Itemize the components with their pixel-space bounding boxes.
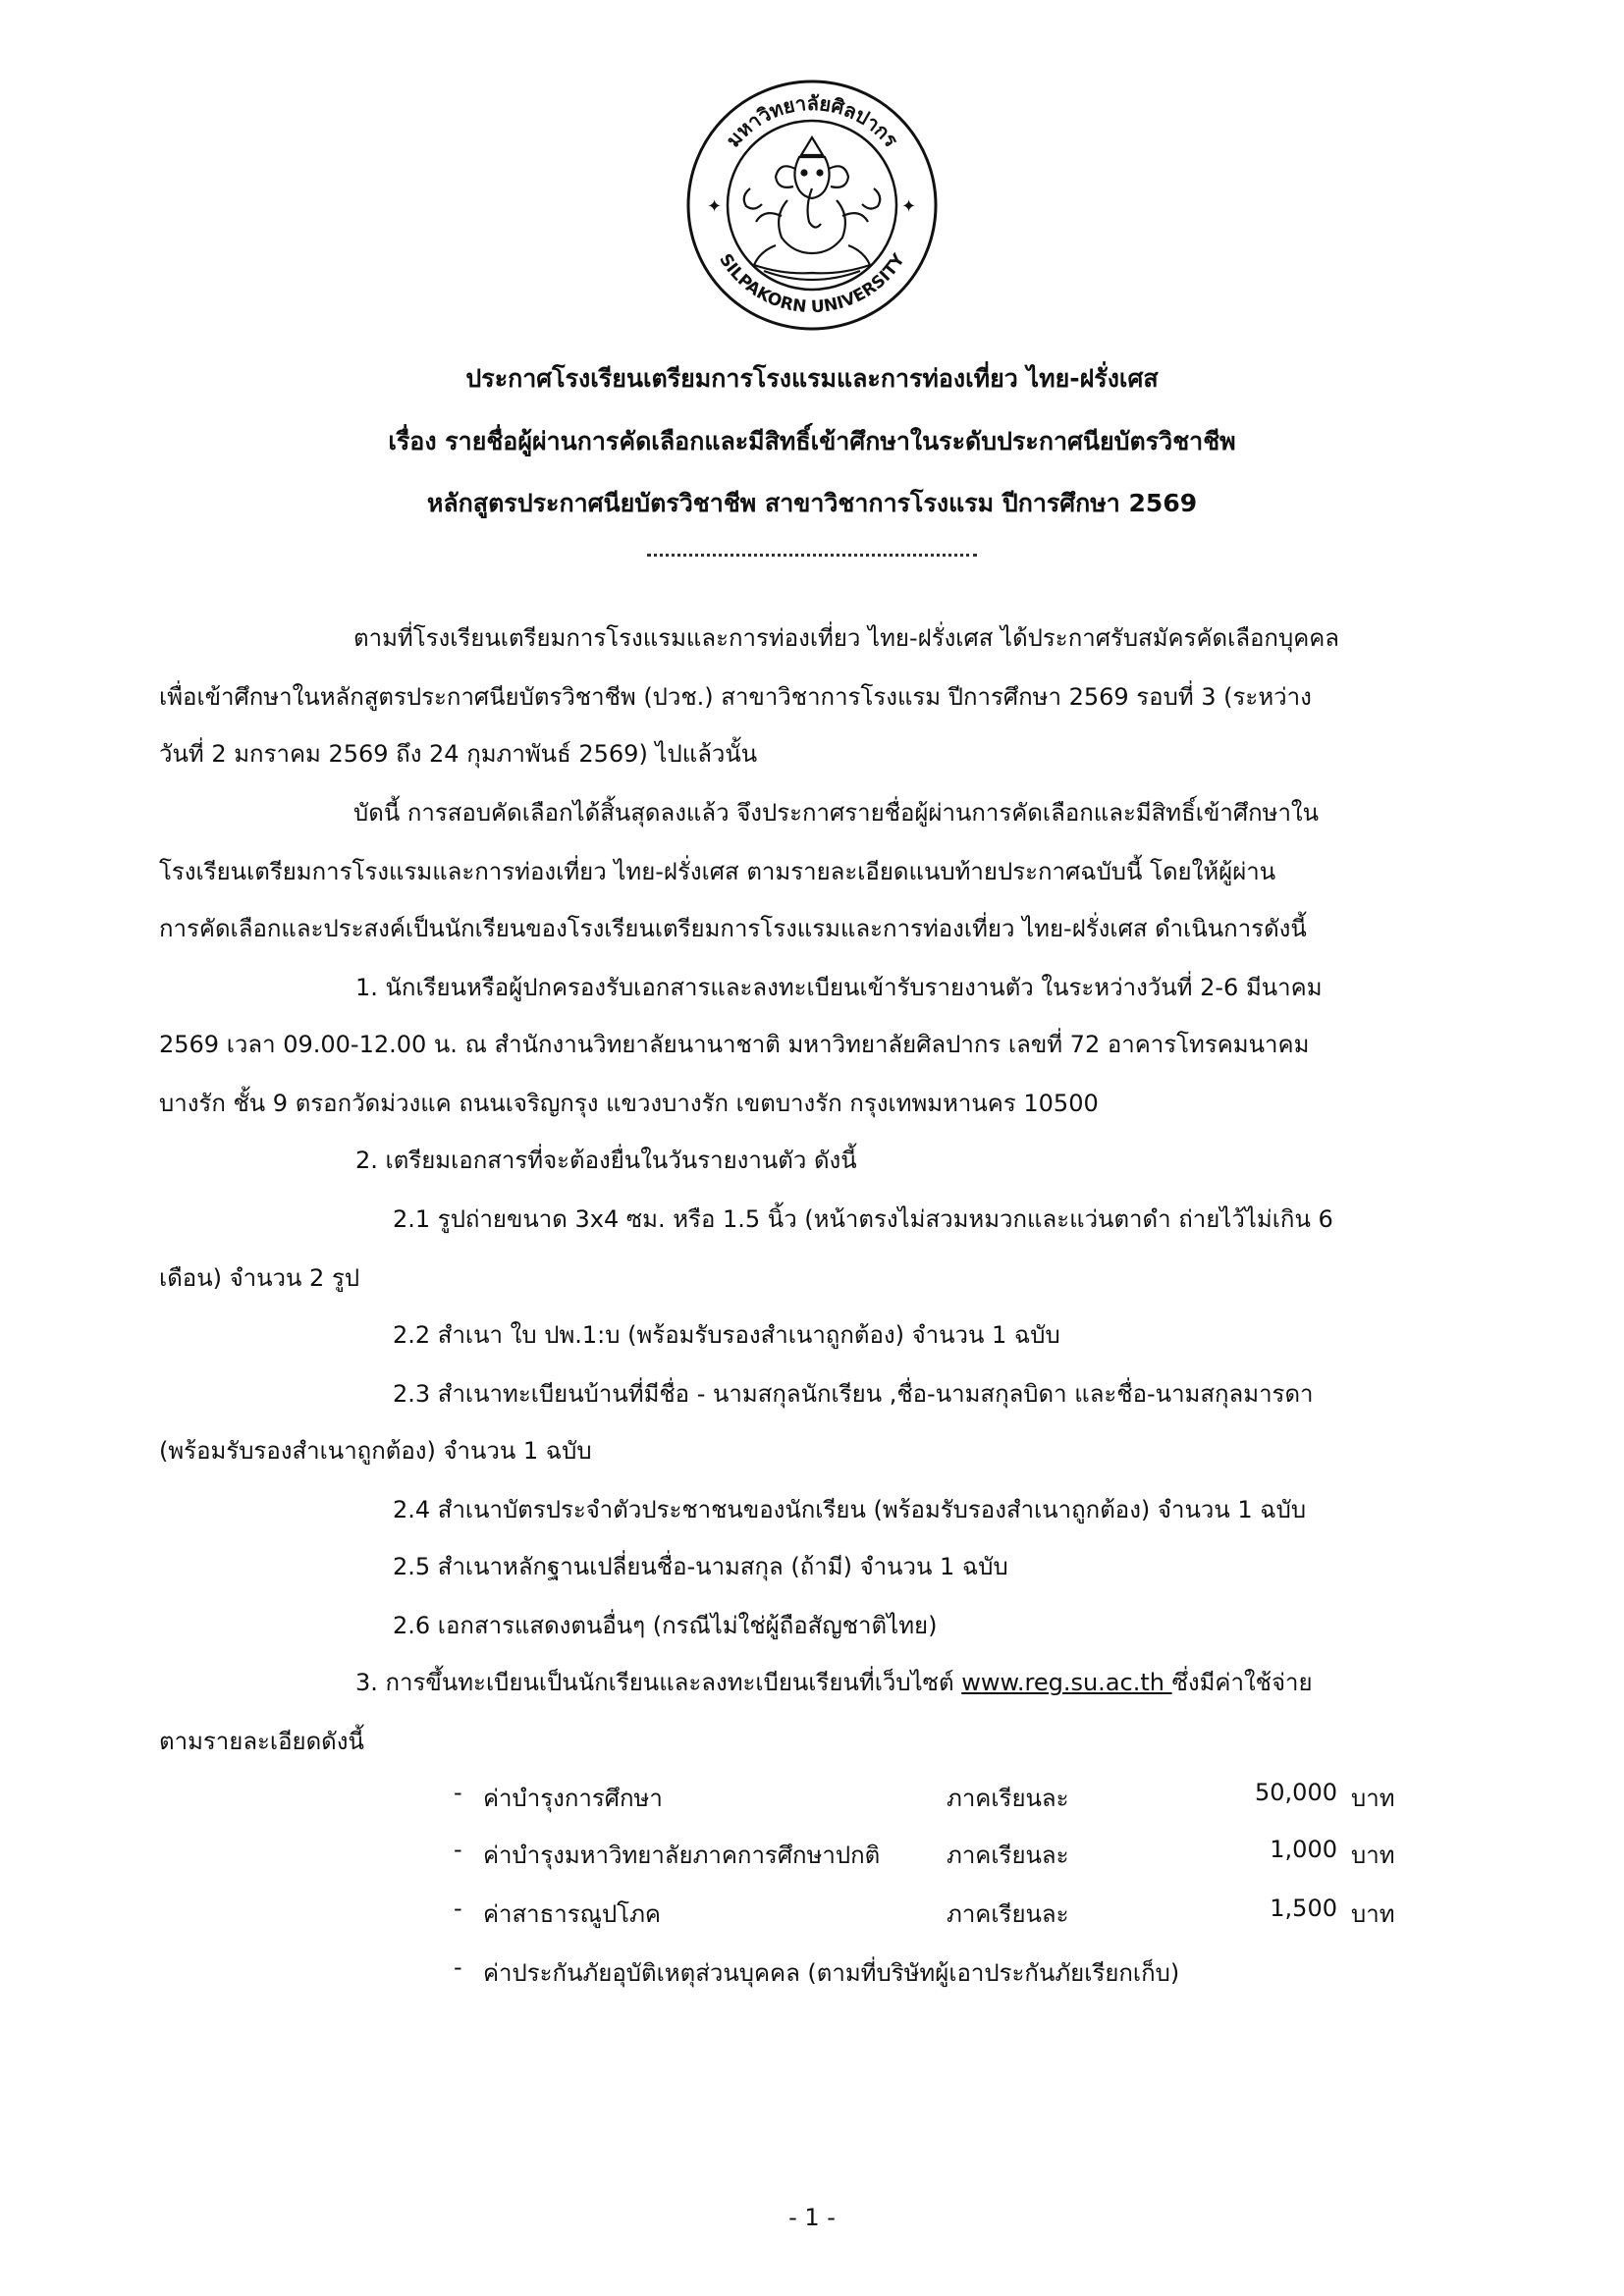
registration-website-link[interactable]: www.reg.su.ac.th: [961, 1669, 1172, 1696]
fee-item: ค่าบำรุงมหาวิทยาลัยภาคการศึกษาปกติ: [483, 1842, 881, 1869]
paragraph-1-line-2: เพื่อเข้าศึกษาในหลักสูตรประกาศนียบัตรวิชาชีพ (ปวช.) สาขาวิชาการโรงแรม ปีการศึกษา 2569 รอบที่ 3 (ระหว่าง: [159, 683, 1312, 711]
item-2-2: 2.2 สำเนา ใบ ปพ.1:บ (พร้อมรับรองสำเนาถูกต้อง) จำนวน 1 ฉบับ: [393, 1321, 1060, 1349]
paragraph-1-line-3: วันที่ 2 มกราคม 2569 ถึง 24 กุมภาพันธ์ 2569) ไปแล้วนั้น: [159, 740, 758, 768]
program-title: หลักสูตรประกาศนียบัตรวิชาชีพ สาขาวิชาการโรงแรม ปีการศึกษา 2569: [426, 489, 1198, 517]
fee-unit: ภาคเรียนละ: [947, 1842, 1069, 1869]
seal-bottom-text: SILPAKORN UNIVERSITY: [715, 250, 909, 318]
fee-item: ค่าประกันภัยอุบัติเหตุส่วนบุคคล (ตามที่บริษัทผู้เอาประกันภัยเรียกเก็บ): [483, 1959, 1180, 1987]
item-2-1-line-1: 2.1 รูปถ่ายขนาด 3x4 ซม. หรือ 1.5 นิ้ว (หน้าตรงไม่สวมหมวกและแว่นตาดำ ถ่ายไว้ไม่เกิน 6: [393, 1205, 1333, 1233]
fee-amount: 1,500: [1270, 1895, 1337, 1922]
announcement-subject: เรื่อง รายชื่อผู้ผ่านการคัดเลือกและมีสิทธิ์เข้าศึกษาในระดับประกาศนียบัตรวิชาชีพ: [388, 427, 1236, 455]
fee-dash: -: [454, 1953, 462, 1981]
item-1-line-1: 1. นักเรียนหรือผู้ปกครองรับเอกสารและลงทะเบียนเข้ารับรายงานตัว ในระหว่างวันที่ 2-6 มีนาคม: [355, 974, 1323, 1001]
item-2-3-line-2: (พร้อมรับรองสำเนาถูกต้อง) จำนวน 1 ฉบับ: [159, 1437, 592, 1465]
paragraph-1-line-1: ตามที่โรงเรียนเตรียมการโรงแรมและการท่องเที่ยว ไทย-ฝรั่งเศส ได้ประกาศรับสมัครคัดเลือกบุคคล: [353, 624, 1340, 652]
fee-dash: -: [454, 1779, 462, 1806]
item-2-5: 2.5 สำเนาหลักฐานเปลี่ยนชื่อ-นามสกุล (ถ้ามี) จำนวน 1 ฉบับ: [393, 1553, 1008, 1580]
paragraph-2-line-1: บัดนี้ การสอบคัดเลือกได้สิ้นสุดลงแล้ว จึงประกาศรายชื่อผู้ผ่านการคัดเลือกและมีสิทธิ์เข้าศึกษาใน: [353, 799, 1320, 827]
fee-dash: -: [454, 1895, 462, 1922]
item-1-line-2: 2569 เวลา 09.00-12.00 น. ณ สำนักงานวิทยาลัยนานาชาติ มหาวิทยาลัยศิลปากร เลขที่ 72 อาคารโทรคมนาคม: [159, 1031, 1310, 1058]
paragraph-2-line-3: การคัดเลือกและประสงค์เป็นนักเรียนของโรงเรียนเตรียมการโรงแรมและการท่องเที่ยว ไทย-ฝรั่งเศส ดำเนินการดังนี้: [159, 915, 1307, 942]
fee-item: ค่าสาธารณูปโภค: [483, 1900, 661, 1928]
fee-currency: บาท: [1351, 1842, 1395, 1869]
item-1-line-3: บางรัก ชั้น 9 ตรอกวัดม่วงแค ถนนเจริญกรุง แขวงบางรัก เขตบางรัก กรุงเทพมหานคร 10500: [159, 1090, 1099, 1117]
item-2: 2. เตรียมเอกสารที่จะต้องยื่นในวันรายงานตัว ดังนี้: [355, 1147, 857, 1174]
item-2-6: 2.6 เอกสารแสดงตนอื่นๆ (กรณีไม่ใช่ผู้ถือสัญชาติไทย): [393, 1612, 938, 1639]
university-seal-logo: [685, 79, 939, 332]
paragraph-2-line-2: โรงเรียนเตรียมการโรงแรมและการท่องเที่ยว ไทย-ฝรั่งเศส ตามรายละเอียดแนบท้ายประกาศฉบับนี้ โดยให้ผู้ผ่าน: [159, 858, 1276, 885]
page-number: - 1 -: [788, 2204, 836, 2231]
ganesha-emblem: [744, 137, 881, 280]
fee-unit: ภาคเรียนละ: [947, 1900, 1069, 1928]
title-divider: [647, 540, 977, 557]
fee-item: ค่าบำรุงการศึกษา: [483, 1785, 663, 1812]
seal-top-text: มหาวิทยาลัยศิลปากร: [721, 90, 903, 152]
item-2-3-line-1: 2.3 สำเนาทะเบียนบ้านที่มีชื่อ - นามสกุลนักเรียน ,ชื่อ-นามสกุลบิดา และชื่อ-นามสกุลมารดา: [393, 1380, 1314, 1408]
item-3-text-tail: ซึ่งมีค่าใช้จ่าย: [1171, 1669, 1313, 1696]
announcement-title: ประกาศโรงเรียนเตรียมการโรงแรมและการท่องเที่ยว ไทย-ฝรั่งเศส: [465, 364, 1159, 393]
item-2-1-line-2: เดือน) จำนวน 2 รูป: [159, 1264, 360, 1292]
item-3-text: 3. การขึ้นทะเบียนเป็นนักเรียนและลงทะเบียนเรียนที่เว็บไซต์: [355, 1669, 962, 1696]
svg-text:✦: ✦: [707, 196, 723, 217]
fee-dash: -: [454, 1836, 462, 1863]
svg-text:✦: ✦: [901, 196, 917, 217]
item-2-4: 2.4 สำเนาบัตรประจำตัวประชาชนของนักเรียน (พร้อมรับรองสำเนาถูกต้อง) จำนวน 1 ฉบับ: [393, 1496, 1307, 1523]
item-3-line-2: ตามรายละเอียดดังนี้: [159, 1728, 364, 1755]
fee-currency: บาท: [1351, 1900, 1395, 1928]
fee-unit: ภาคเรียนละ: [947, 1785, 1069, 1812]
fee-amount: 1,000: [1270, 1836, 1337, 1863]
fee-amount: 50,000: [1255, 1779, 1337, 1806]
fee-currency: บาท: [1351, 1785, 1395, 1812]
item-3-line-1: [355, 1663, 1313, 1701]
